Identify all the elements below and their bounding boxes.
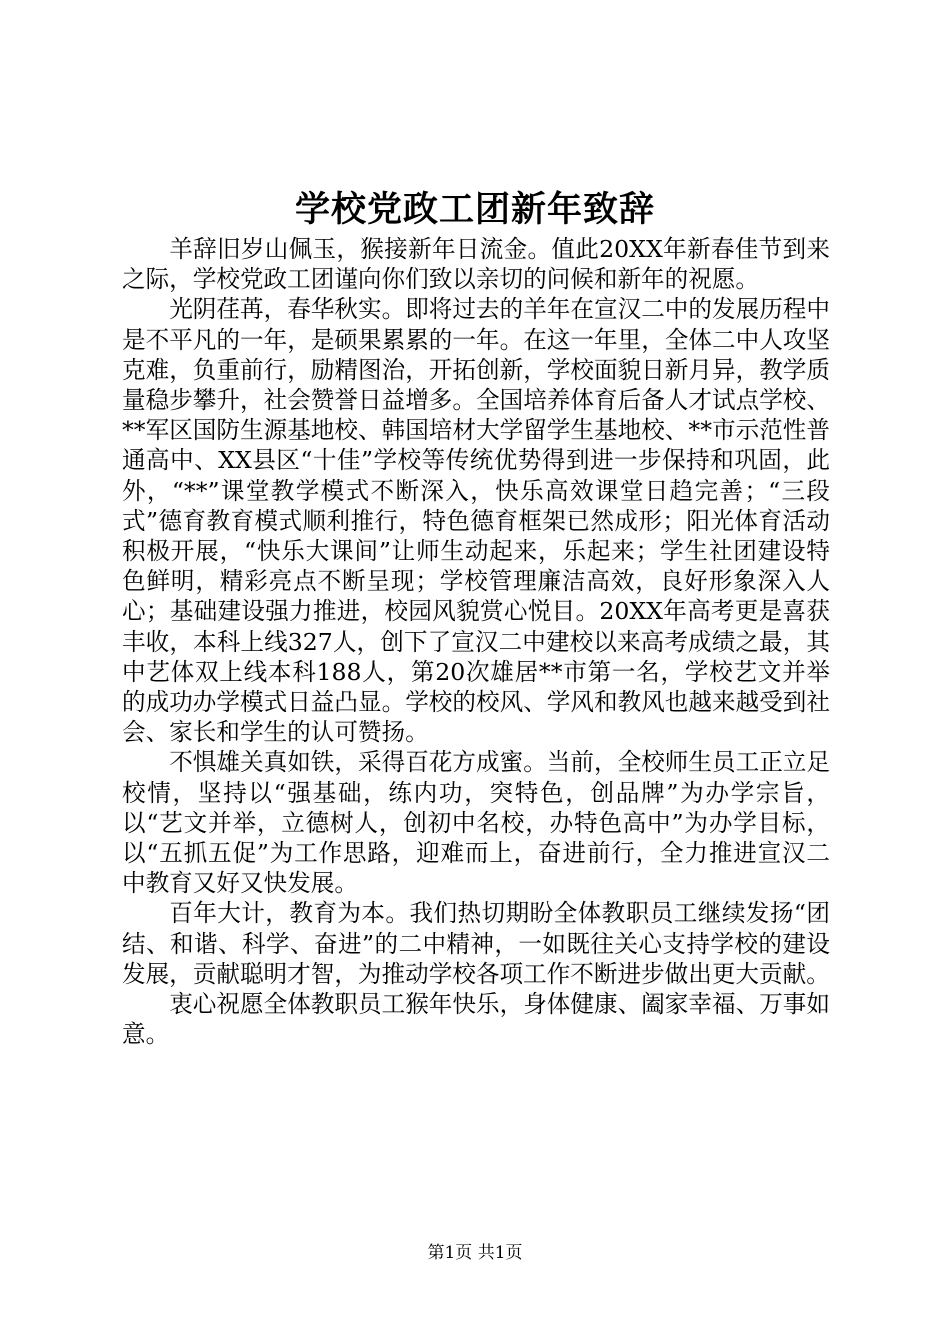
paragraph-greeting: 羊辞旧岁山佩玉，猴接新年日流金。值此20XX年新春佳节到来之际，学校党政工团谨向你们致以亲切的问候和新年的祝愿。: [122, 235, 830, 294]
document-body: [122, 234, 830, 1049]
page-number-footer: 第1页 共1页: [427, 1243, 523, 1263]
paragraph-achievements: 光阴荏苒，春华秋实。即将过去的羊年在宣汉二中的发展历程中是不平凡的一年，是硕果累累的一年。在这一年里，全体二中人攻坚克难，负重前行，励精图治，开拓创新，学校面貌日新月异，教学质量稳步攀升，社会赞誉日益增多。全国培养体育后备人才试点学校、**军区国防生源基地校、韩国培材大学留学生基地校、**市示范性普通高中、XX县区“十佳”学校等传统优势得到进一步保持和巩固，此外，“**”课堂教学模式不断深入，快乐高效课堂日趋完善；“三段式”德育教育模式顺利推行，特色德育框架已然成形；阳光体育活动积极开展，“快乐大课间”让师生动起来，乐起来；学生社团建设特色鲜明，精彩亮点不断呈现；学校管理廉洁高效，良好形象深入人心；基础建设强力推进，校园风貌赏心悦目。20XX年高考更是喜获丰收，本科上线327人，创下了宣汉二中建校以来高考成绩之最，其中艺体双上线本科188人，第20次雄居**市第一名，学校艺文并举的成功办学模式日益凸显。学校的校风、学风和教风也越来越受到社会、家长和学生的认可赞扬。: [122, 295, 830, 747]
paragraph-wishes: 衷心祝愿全体教职员工猴年快乐，身体健康、阖家幸福、万事如意。: [122, 990, 830, 1049]
document-title: 学校党政工团新年致辞: [294, 189, 655, 230]
paragraph-goals: 不惧雄关真如铁，采得百花方成蜜。当前，全校师生员工正立足校情，坚持以“强基础，练内功，突特色，创品牌”为办学宗旨，以“艺文并举，立德树人，创初中名校，办特色高中”为办学目标，以“五抓五促”为工作思路，迎难而上，奋进前行，全力推进宣汉二中教育又好又快发展。: [122, 748, 830, 898]
paragraph-appeal: 百年大计，教育为本。我们热切期盼全体教职员工继续发扬“团结、和谐、科学、奋进”的二中精神，一如既往关心支持学校的建设发展，贡献聪明才智，为推动学校各项工作不断进步做出更大贡献。: [122, 899, 830, 988]
